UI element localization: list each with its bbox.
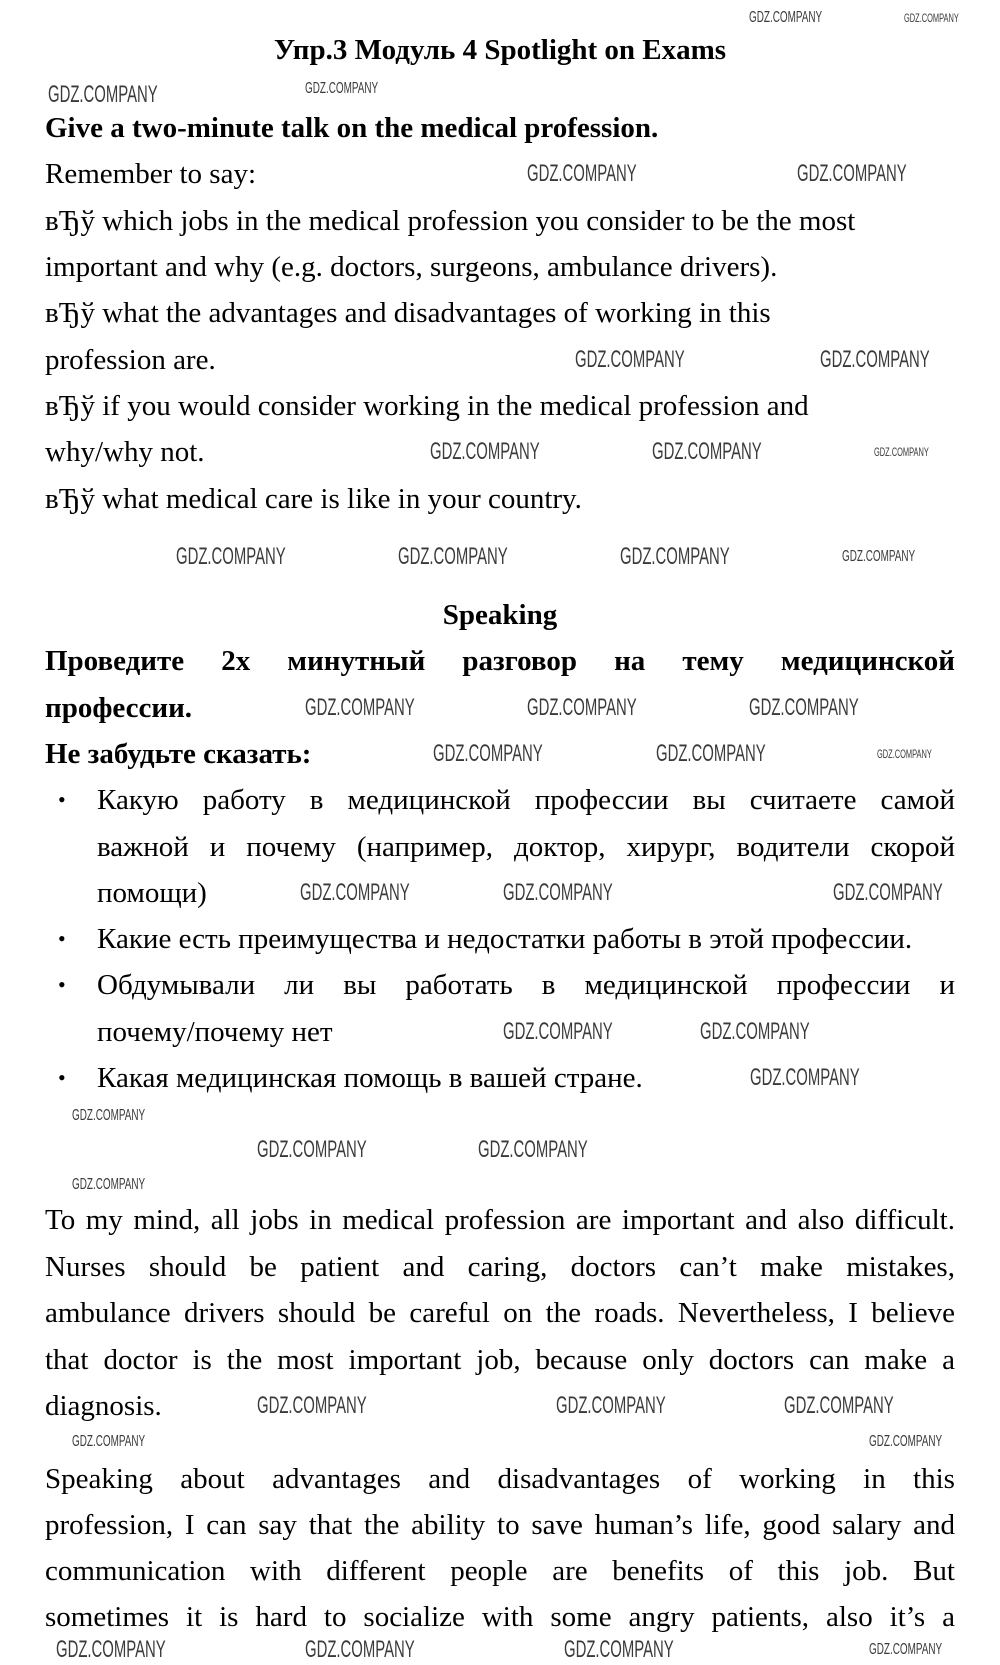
watermark: GDZ.COMPANY [749,694,859,721]
watermark: GDZ.COMPANY [72,1176,146,1193]
page-title: Упр.3 Модуль 4 Spotlight on Exams [273,34,727,66]
task-line: вЂў which jobs in the medical profession you consider to be the most [45,205,856,237]
watermark: GDZ.COMPANY [176,543,286,570]
task-heading-ru: Проведите 2х минутный разговор на тему медицинской [45,645,956,677]
watermark: GDZ.COMPANY [750,1064,860,1091]
watermark: GDZ.COMPANY [652,438,762,465]
watermark: GDZ.COMPANY [300,879,410,906]
watermark: GDZ.COMPANY [656,740,766,767]
watermark: GDZ.COMPANY [575,346,685,373]
bullet-line: Какую работу в медицинской профессии вы считаете самой [97,784,955,816]
answer-line: diagnosis. [45,1390,162,1422]
watermark: GDZ.COMPANY [257,1136,367,1163]
watermark: GDZ.COMPANY [820,346,930,373]
watermark: GDZ.COMPANY [503,1018,613,1045]
watermark: GDZ.COMPANY [556,1392,666,1419]
watermark: GDZ.COMPANY [398,543,508,570]
watermark: GDZ.COMPANY [257,1392,367,1419]
task-intro-ru: Не забудьте сказать: [45,738,312,770]
watermark: GDZ.COMPANY [56,1636,166,1663]
watermark: GDZ.COMPANY [503,879,613,906]
watermark: GDZ.COMPANY [564,1636,674,1663]
bullet-line: Какая медицинская помощь в вашей стране. [97,1062,643,1094]
watermark: GDZ.COMPANY [72,1107,146,1124]
bullet-line: важной и почему (например, доктор, хирург, водители скорой [97,831,956,863]
watermark: GDZ.COMPANY [433,740,543,767]
watermark: GDZ.COMPANY [305,1636,415,1663]
bullet-icon: • [58,1065,66,1090]
task-line: вЂў what the advantages and disadvantages of working in this [45,297,771,329]
answer-line: profession, I can say that the ability to save human’s life, good salary and [45,1509,956,1541]
bullet-icon: • [58,787,66,812]
watermark: GDZ.COMPANY [72,1433,146,1450]
watermark: GDZ.COMPANY [749,9,823,26]
answer-line: To my mind, all jobs in medical profession are important and also difficult. [45,1204,955,1236]
watermark: GDZ.COMPANY [478,1136,588,1163]
watermark: GDZ.COMPANY [48,81,158,108]
answer-line: communication with different people are benefits of this job. But [45,1555,955,1587]
answer-line: Nurses should be patient and caring, doctors can’t make mistakes, [45,1251,955,1283]
bullet-line: Какие есть преимущества и недостатки работы в этой профессии. [97,923,913,955]
section-title: Speaking [442,599,558,631]
watermark: GDZ.COMPANY [874,445,929,459]
watermark: GDZ.COMPANY [620,543,730,570]
watermark: GDZ.COMPANY [305,694,415,721]
watermark: GDZ.COMPANY [869,1433,943,1450]
task-line: вЂў if you would consider working in the medical profession and [45,390,809,422]
bullet-icon: • [58,926,66,951]
task-heading-ru-cont: профессии. [45,692,193,724]
watermark: GDZ.COMPANY [833,879,943,906]
watermark: GDZ.COMPANY [842,548,916,565]
answer-line: ambulance drivers should be careful on the roads. Nevertheless, I believe [45,1297,956,1329]
watermark: GDZ.COMPANY [797,160,907,187]
watermark: GDZ.COMPANY [430,438,540,465]
answer-line: that doctor is the most important job, because only doctors can make a [45,1344,955,1376]
watermark: GDZ.COMPANY [784,1392,894,1419]
watermark: GDZ.COMPANY [877,747,932,761]
watermark: GDZ.COMPANY [869,1641,943,1658]
watermark: GDZ.COMPANY [305,80,379,97]
watermark: GDZ.COMPANY [904,11,959,25]
bullet-line: Обдумывали ли вы работать в медицинской профессии и [97,969,956,1001]
watermark: GDZ.COMPANY [700,1018,810,1045]
watermark: GDZ.COMPANY [527,160,637,187]
task-intro-en: Remember to say: [45,158,257,190]
watermark: GDZ.COMPANY [527,694,637,721]
task-line: important and why (e.g. doctors, surgeons, ambulance drivers). [45,251,778,283]
task-line: why/why not. [45,436,205,468]
answer-line: sometimes it is hard to socialize with some angry patients, also it’s a [45,1601,955,1633]
task-line: profession are. [45,344,216,376]
bullet-icon: • [58,972,66,997]
bullet-line: почему/почему нет [97,1016,333,1048]
task-heading-en: Give a two-minute talk on the medical profession. [45,112,659,144]
task-line: вЂў what medical care is like in your country. [45,483,582,515]
answer-line: Speaking about advantages and disadvantages of working in this [45,1463,955,1495]
bullet-line: помощи) [97,877,207,909]
